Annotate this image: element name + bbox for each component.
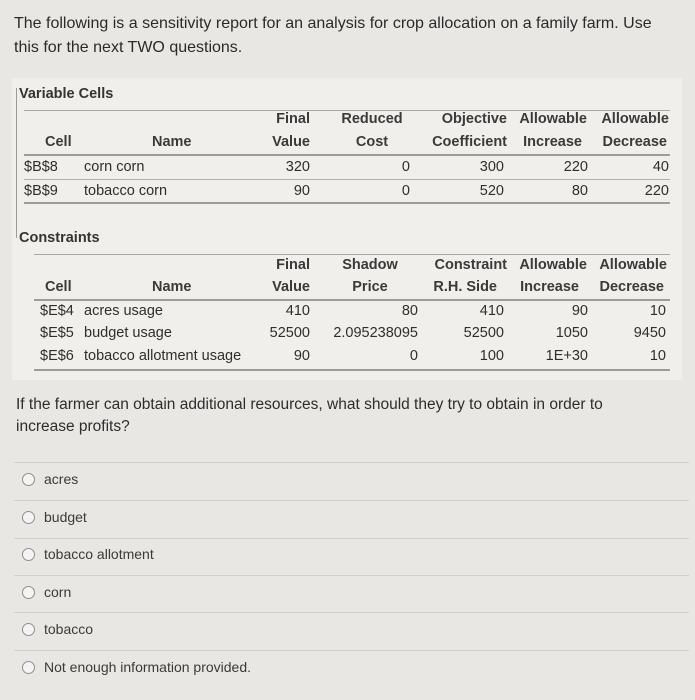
option-not-enough-info[interactable]: [22, 659, 251, 675]
c-row1-decrease: 10: [649, 303, 666, 319]
vc-row1-cell: $B$8: [24, 159, 58, 175]
vc-header-objective-2: Coefficient: [432, 134, 507, 150]
radio-icon[interactable]: [22, 473, 35, 486]
option-divider: [14, 462, 689, 463]
option-label: Not enough information provided.: [44, 659, 252, 675]
c-header-decrease-1: Allowable: [599, 257, 667, 273]
c-row3-cell: $E$6: [40, 348, 74, 364]
vc-row1-objective: 300: [479, 159, 504, 175]
c-row2-name: budget usage: [84, 325, 172, 341]
vc-header-increase-2: Increase: [523, 134, 582, 150]
c-header-cell: Cell: [45, 279, 72, 295]
vc-row2-reduced: 0: [401, 183, 410, 199]
option-label: corn: [44, 584, 72, 600]
vc-row2-increase: 80: [571, 183, 588, 199]
vc-row2-objective: 520: [479, 183, 504, 199]
sensitivity-report: [12, 78, 682, 380]
report-left-border: [16, 88, 17, 238]
c-row2-cell: $E$5: [40, 325, 74, 341]
c-row2-shadow: 2.095238095: [333, 325, 418, 341]
c-row1-final: 410: [285, 303, 310, 319]
vc-header-reduced-2: Cost: [355, 134, 389, 150]
vc-row1-decrease: 40: [652, 159, 669, 175]
radio-icon[interactable]: [22, 623, 35, 636]
c-header-shadow-2: Price: [352, 279, 388, 295]
vc-row2-decrease: 220: [644, 183, 669, 199]
c-row1-rhs: 410: [479, 303, 504, 319]
option-budget[interactable]: [22, 509, 87, 525]
c-row1-name: acres usage: [84, 303, 163, 319]
radio-icon[interactable]: [22, 661, 35, 674]
vc-row1-reduced: 0: [401, 159, 410, 175]
option-divider: [14, 612, 689, 613]
option-divider: [14, 575, 689, 576]
vc-row1-name: corn corn: [84, 159, 145, 175]
c-row2-increase: 1050: [555, 325, 588, 341]
option-label: tobacco: [44, 621, 94, 637]
vc-row2-final: 90: [293, 183, 310, 199]
c-row1-increase: 90: [571, 303, 588, 319]
c-row3-name: tobacco allotment usage: [84, 348, 242, 364]
c-header-increase-1: Allowable: [519, 257, 587, 273]
c-header-rhs-2: R.H. Side: [433, 279, 497, 295]
vc-header-final-2: Value: [272, 134, 310, 150]
vc-row2-name: tobacco corn: [84, 183, 168, 199]
c-header-name: Name: [152, 279, 192, 295]
c-header-decrease-2: Decrease: [599, 279, 664, 295]
vc-header-reduced-1: Reduced: [341, 111, 403, 127]
c-header-shadow-1: Shadow: [342, 257, 398, 273]
option-divider: [14, 500, 689, 501]
vc-bottom-rule: [24, 202, 670, 204]
option-corn[interactable]: [22, 584, 71, 600]
c-row3-increase: 1E+30: [545, 348, 588, 364]
radio-icon[interactable]: [22, 586, 35, 599]
vc-header-final-1: Final: [276, 111, 310, 127]
option-acres[interactable]: [22, 471, 78, 487]
vc-row1-increase: 220: [563, 159, 588, 175]
c-row3-decrease: 10: [649, 348, 666, 364]
vc-row2-cell: $B$9: [24, 183, 58, 199]
vc-header-decrease-1: Allowable: [601, 111, 669, 127]
option-label: budget: [44, 509, 87, 525]
option-divider: [14, 538, 689, 539]
c-row3-final: 90: [293, 348, 310, 364]
option-tobacco[interactable]: [22, 621, 93, 637]
question-text: If the farmer can obtain additional resources, what should they try to obtain in order to increase profits?: [16, 396, 603, 435]
c-row2-decrease: 9450: [633, 325, 666, 341]
option-divider: [14, 650, 689, 651]
c-header-final-2: Value: [272, 279, 310, 295]
c-header-increase-2: Increase: [520, 279, 579, 295]
c-bottom-rule: [34, 369, 670, 371]
c-row1-shadow: 80: [401, 303, 418, 319]
c-header-rhs-1: Constraint: [434, 257, 507, 273]
constraints-title: Constraints: [19, 230, 100, 246]
vc-header-objective-1: Objective: [441, 111, 507, 127]
vc-header-increase-1: Allowable: [519, 111, 587, 127]
vc-header-decrease-2: Decrease: [602, 134, 667, 150]
c-row3-shadow: 0: [409, 348, 418, 364]
intro-text: The following is a sensitivity report for an analysis for crop allocation on a family farm. Use this for the next TWO questions.: [14, 15, 652, 56]
option-tobacco-allotment[interactable]: [22, 546, 154, 562]
vc-header-name: Name: [152, 134, 192, 150]
vc-row1-final: 320: [285, 159, 310, 175]
vc-header-cell: Cell: [45, 134, 72, 150]
c-top-rule: [34, 254, 670, 255]
variable-cells-title: Variable Cells: [19, 86, 114, 102]
vc-top-rule: [24, 110, 670, 111]
radio-icon[interactable]: [22, 511, 35, 524]
c-row2-rhs: 52500: [463, 325, 504, 341]
option-label: tobacco allotment: [44, 546, 154, 562]
c-header-final-1: Final: [276, 257, 310, 273]
c-row3-rhs: 100: [479, 348, 504, 364]
radio-icon[interactable]: [22, 548, 35, 561]
c-row2-final: 52500: [269, 325, 310, 341]
c-row1-cell: $E$4: [40, 303, 74, 319]
option-label: acres: [44, 471, 79, 487]
